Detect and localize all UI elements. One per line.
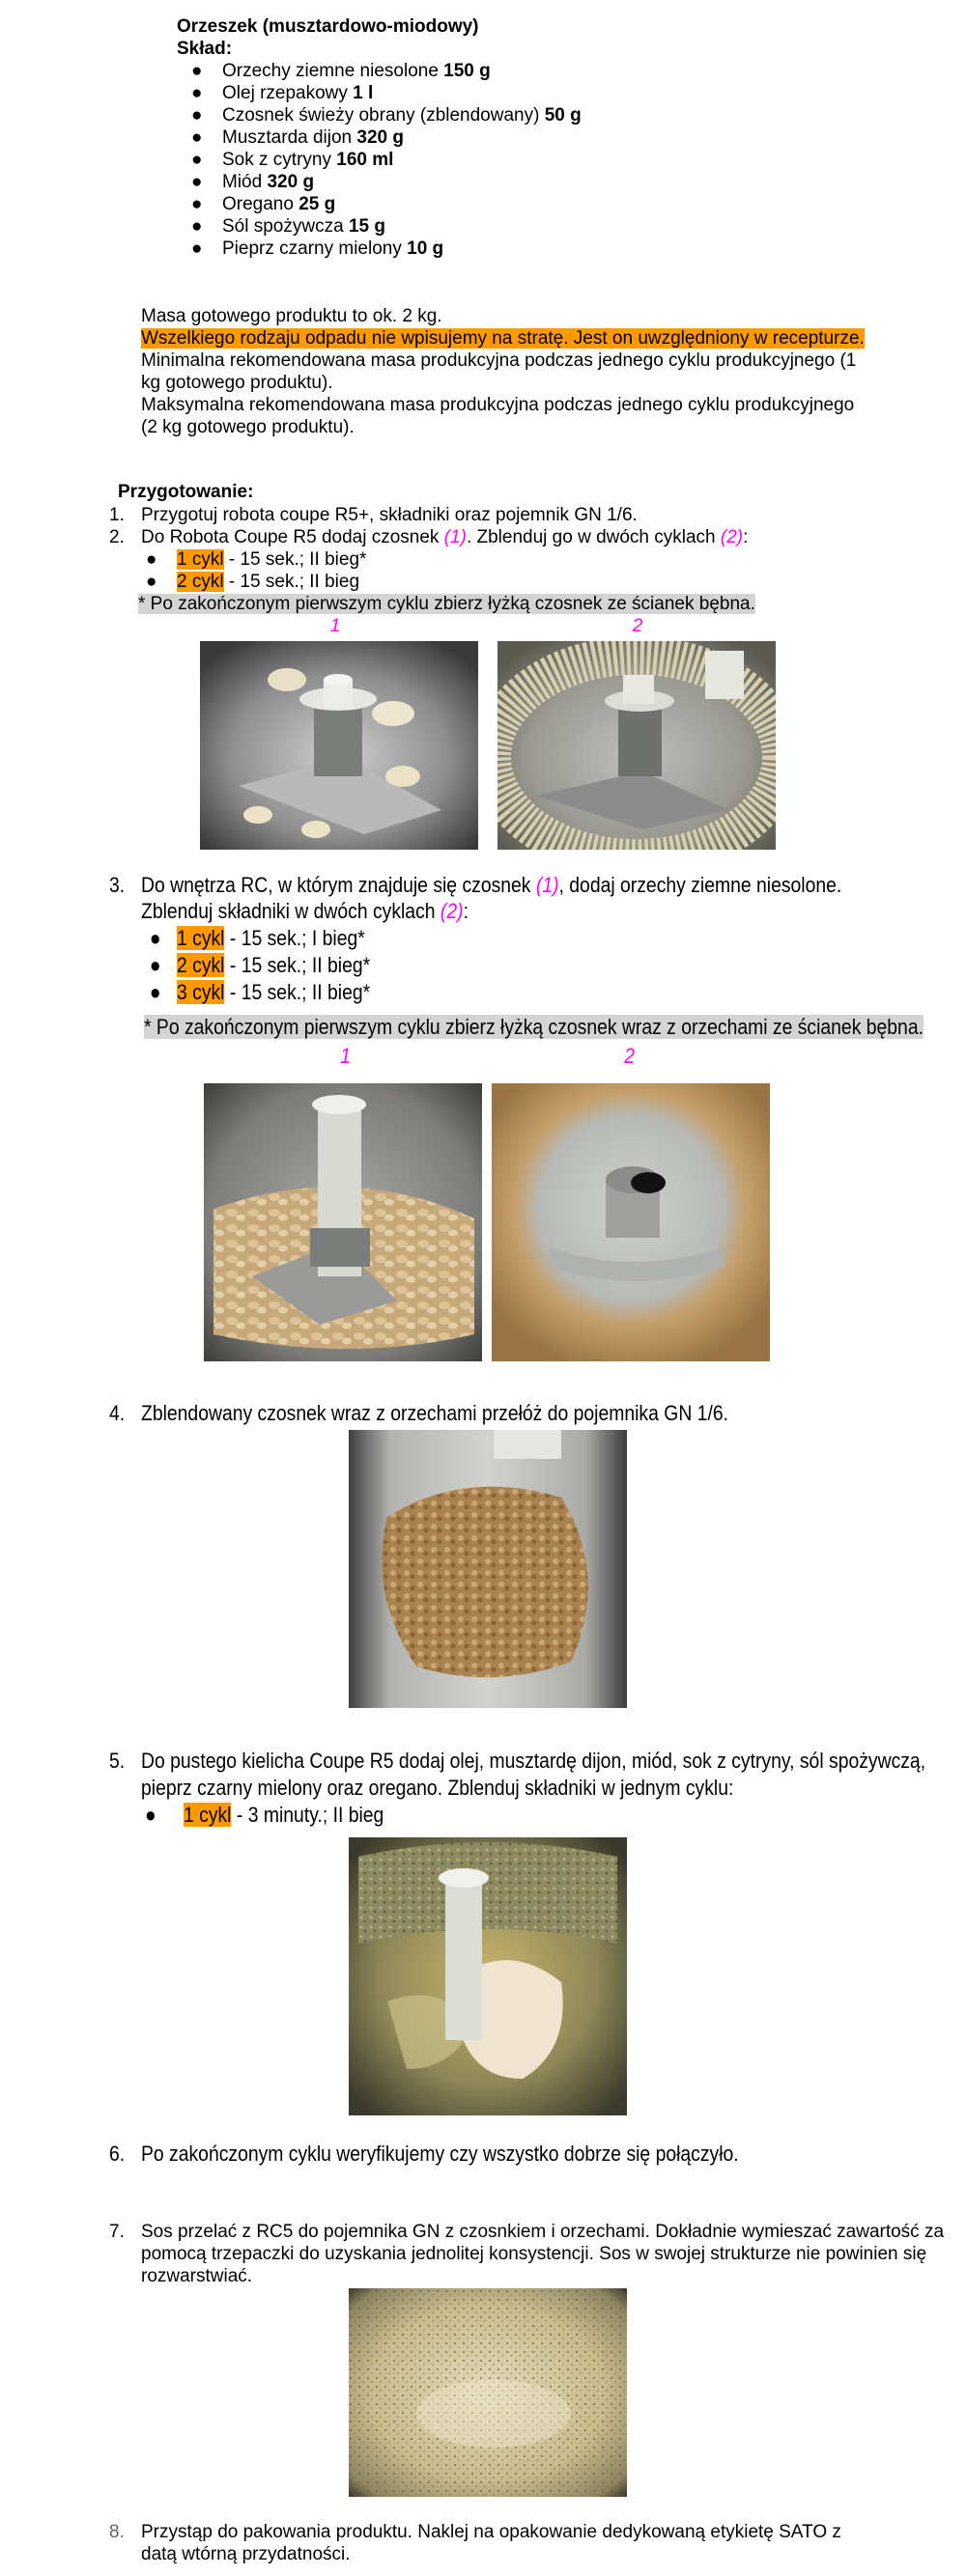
cycle-text: - 15 sek.; II bieg*	[224, 980, 371, 1004]
ingredient-item	[191, 238, 582, 260]
cycle-label: 1 cykl	[177, 549, 224, 570]
ingredients-list	[191, 60, 582, 260]
step-5-bullet: ●	[145, 1803, 156, 1827]
cycle-item	[146, 571, 366, 593]
step-8-text-1: Przystąp do pakowania produktu. Naklej na opakowanie dedykowaną etykietę SATO z	[141, 2522, 841, 2542]
cycle-text: - 15 sek.; I bieg*	[224, 926, 365, 950]
step-3-cycles	[149, 925, 371, 1006]
cycle-text: - 15 sek.; II bieg*	[224, 953, 371, 977]
photo-garlic-bowl	[200, 641, 478, 850]
step-6-text: Po zakończonym cyklu weryfikujemy czy wszystko dobrze się połączyło.	[141, 2142, 739, 2166]
step-2-number: 2.	[109, 527, 125, 547]
ingredient-item	[191, 82, 582, 104]
step-4-text: Zblendowany czosnek wraz z orzechami przełóż do pojemnika GN 1/6.	[141, 1401, 728, 1425]
bullet-icon: ●	[149, 926, 161, 950]
photo-caption-4: 2	[624, 1044, 635, 1068]
cycle-item	[149, 979, 371, 1006]
bullet-icon: ●	[149, 953, 161, 977]
ingredient-item	[191, 171, 582, 193]
photo-caption-3: 1	[340, 1044, 351, 1068]
ingredient-name: Pieprz czarny mielony	[222, 238, 408, 259]
recipe-title: Orzeszek (musztardowo-miodowy)	[177, 16, 479, 37]
bullet-icon: ●	[191, 127, 203, 148]
bullet-icon: ●	[191, 105, 203, 126]
ingredient-name: Olej rzepakowy	[222, 83, 354, 103]
ingredient-qty: 10 g	[407, 238, 444, 259]
ingredient-name: Czosnek świeży obrany (zblendowany)	[222, 105, 545, 126]
ingredient-qty: 25 g	[298, 194, 336, 214]
bullet-icon: ●	[191, 83, 203, 103]
cycle-text: - 15 sek.; II bieg	[223, 572, 360, 592]
photo-caption-2: 2	[632, 616, 643, 636]
photo-finished-sauce	[349, 2288, 627, 2497]
step-2-note: * Po zakończonym pierwszym cyklu zbierz łyżką czosnek ze ścianek bębna.	[138, 594, 755, 614]
bullet-icon: ●	[146, 549, 157, 570]
ingredient-qty: 320 g	[267, 172, 315, 192]
note-min-2: kg gotowego produktu).	[141, 373, 333, 393]
ingredient-qty: 1 l	[353, 83, 374, 103]
step-4-number: 4.	[109, 1401, 126, 1425]
bullet-icon: ●	[149, 980, 161, 1004]
ingredient-name: Orzechy ziemne niesolone	[222, 61, 444, 81]
cycle-item	[149, 925, 370, 952]
step-2-text: Do Robota Coupe R5 dodaj czosnek (1). Zblenduj go w dwóch cyklach (2):	[141, 527, 749, 547]
step-5-number: 5.	[109, 1749, 126, 1773]
step-2-cycles	[146, 548, 367, 593]
step-6-number: 6.	[109, 2142, 126, 2166]
step-3-number: 3.	[109, 873, 126, 897]
ingredient-qty: 320 g	[356, 127, 404, 148]
step-1-text: Przygotuj robota coupe R5+, składniki oraz pojemnik GN 1/6.	[141, 505, 638, 525]
ingredient-qty: 150 g	[443, 61, 491, 81]
ingredient-name: Sól spożywcza	[222, 216, 349, 237]
ingredient-item	[191, 215, 582, 238]
step-3-text-1: Do wnętrza RC, w którym znajduje się czosnek (1), dodaj orzechy ziemne niesolone.	[141, 873, 842, 897]
step-7-text-2: pomocą trzepaczki do uzyskania jednolitej konsystencji. Sos w swojej strukturze nie powinien się	[141, 2244, 927, 2264]
ingredient-item	[191, 149, 582, 171]
step-8-number: 8.	[109, 2522, 125, 2542]
photo-minced-garlic	[497, 641, 776, 850]
photo-gn-container-nuts	[349, 1430, 627, 1708]
ingredient-item	[191, 104, 582, 126]
step-7-number: 7.	[109, 2222, 125, 2242]
ingredient-item	[191, 126, 582, 149]
bullet-icon: ●	[191, 150, 203, 170]
cycle-label: 2 cykl	[177, 572, 224, 592]
note-max-2: (2 kg gotowego produktu).	[141, 417, 355, 437]
photo-caption-1: 1	[329, 616, 341, 636]
ingredient-name: Oregano	[222, 194, 299, 214]
step-5-text-2: pieprz czarny mielony oraz oregano. Zblenduj składniki w jednym cyklu:	[141, 1776, 734, 1800]
cycle-label: 2 cykl	[177, 953, 225, 977]
bullet-icon: ●	[191, 216, 203, 237]
step-1-number: 1.	[109, 505, 125, 525]
bullet-icon: ●	[191, 238, 203, 259]
photo-peanuts-garlic	[204, 1083, 482, 1361]
note-min-1: Minimalna rekomendowana masa produkcyjna podczas jednego cyklu produkcyjnego (1	[141, 350, 857, 371]
ingredient-qty: 160 ml	[336, 150, 394, 170]
cycle-text: - 15 sek.; II bieg*	[223, 549, 367, 570]
ingredient-qty: 50 g	[544, 105, 582, 126]
ingredient-name: Sok z cytryny	[222, 150, 337, 170]
ingredient-item	[191, 193, 582, 215]
note-max-1: Maksymalna rekomendowana masa produkcyjna podczas jednego cyklu produkcyjnego	[141, 395, 855, 415]
ingredients-label: Skład:	[177, 39, 233, 59]
step-5-text-1: Do pustego kielicha Coupe R5 dodaj olej, musztardę dijon, miód, sok z cytryny, sól spożywczą,	[141, 1749, 926, 1773]
cycle-label: 3 cykl	[177, 980, 225, 1004]
step-8-text-2: datą wtórną przydatności.	[141, 2544, 351, 2564]
step-3-note: * Po zakończonym pierwszym cyklu zbierz łyżką czosnek wraz z orzechami ze ścianek bębna.	[144, 1015, 923, 1039]
step-7-text-3: rozwarstwiać.	[141, 2266, 253, 2286]
prep-title: Przygotowanie:	[118, 482, 254, 502]
step-7-text-1: Sos przelać z RC5 do pojemnika GN z czosnkiem i orzechami. Dokładnie wymieszać zawartość za	[141, 2222, 945, 2242]
bullet-icon: ●	[191, 61, 203, 81]
ingredient-name: Miód	[222, 172, 268, 192]
note-mass: Masa gotowego produktu to ok. 2 kg.	[141, 306, 442, 326]
ingredient-name: Musztarda dijon	[222, 127, 357, 148]
ingredient-qty: 15 g	[348, 216, 385, 237]
cycle-item	[146, 548, 367, 571]
photo-oil-mix	[349, 1837, 627, 2115]
bullet-icon: ●	[191, 172, 203, 192]
bullet-icon: ●	[146, 572, 157, 592]
cycle-label: 1 cykl	[177, 926, 225, 950]
note-waste: Wszelkiego rodzaju odpadu nie wpisujemy na stratę. Jest on uwzględniony w recepturze.	[141, 328, 865, 349]
step-5-cycle: 1 cykl - 3 minuty.; II bieg	[184, 1803, 384, 1827]
step-3-text-2: Zblenduj składniki w dwóch cyklach (2):	[141, 899, 469, 923]
photo-blended-paste	[492, 1083, 770, 1361]
bullet-icon: ●	[191, 194, 203, 214]
ingredient-item	[191, 60, 582, 82]
cycle-item	[149, 952, 371, 979]
